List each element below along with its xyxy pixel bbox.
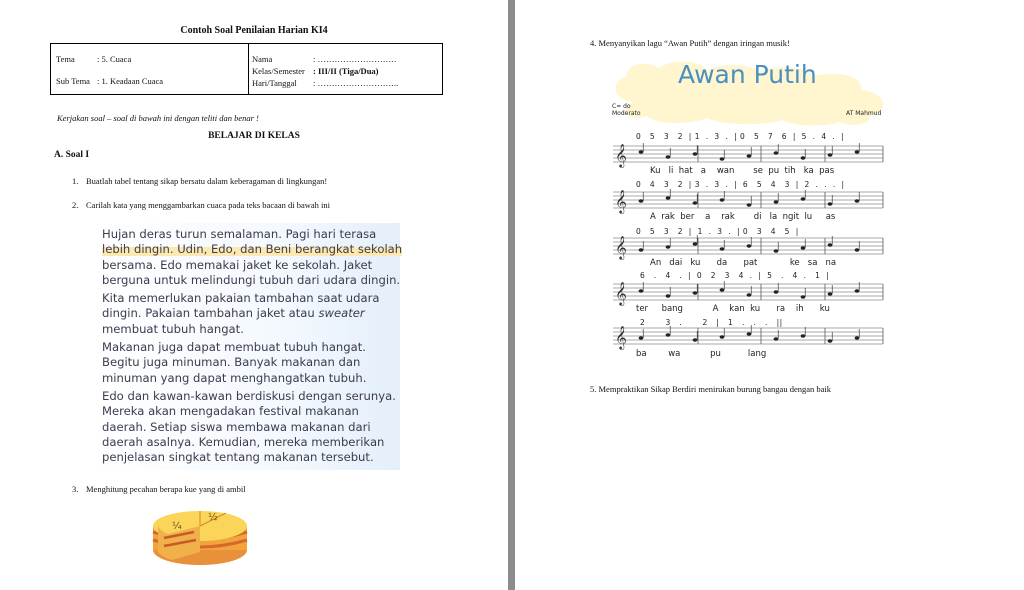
question-5: 5. Mempraktikan Sikap Berdiri menirukan burung bangau dengan baik <box>590 384 832 394</box>
note-head <box>828 202 833 205</box>
notation-numbers: 0 4 3 2 | 3 . 3 . | 6 5 4 3 | 2 . . . | <box>636 180 845 189</box>
treble-clef-icon: 𝄞 <box>615 325 627 349</box>
reading-line: daerah asalnya. Kemudian, mereka memberikan <box>102 434 385 449</box>
note-head <box>693 152 698 155</box>
note-head <box>639 336 644 339</box>
song-key: C= do <box>612 103 631 110</box>
hari-value: : ……………………….. <box>313 78 399 88</box>
note-head <box>747 154 752 157</box>
reading-line: minuman yang dapat menghangatkan tubuh. <box>102 370 367 385</box>
note-head <box>747 244 752 247</box>
note-head <box>801 334 806 337</box>
document-title: Contoh Soal Penilaian Harian KI4 <box>180 25 328 36</box>
note-head <box>747 332 752 335</box>
note-head <box>666 294 671 297</box>
section-label: A. Soal I <box>54 150 90 160</box>
treble-clef-icon: 𝄞 <box>615 189 627 213</box>
note-head <box>855 248 860 251</box>
reading-line: penjelasan singkat tentang makanan tersebut. <box>102 450 374 465</box>
cake-label-quarter: ¼ <box>172 521 182 532</box>
question-number: 3. <box>72 484 79 494</box>
note-head <box>855 336 860 339</box>
question-1 <box>72 176 327 186</box>
question-text: Menghitung pecahan berapa kue yang di ambil <box>86 484 246 494</box>
note-head <box>828 339 833 342</box>
reading-line: Mereka akan mengadakan festival makanan <box>102 404 359 419</box>
note-head <box>720 247 725 250</box>
note-head <box>720 335 725 338</box>
note-head <box>666 196 671 199</box>
cake-illustration <box>150 496 250 568</box>
page-separator <box>508 0 515 590</box>
reading-line: Begitu juga minuman. Banyak makanan dan <box>102 355 361 370</box>
reading-paragraph-4 <box>102 389 396 465</box>
note-head <box>828 292 833 295</box>
song-lyrics: Ku li hat a wan se pu tih ka pas <box>650 166 835 176</box>
note-head <box>828 243 833 246</box>
question-2 <box>72 200 330 210</box>
note-head <box>639 289 644 292</box>
left-document-page <box>0 0 508 590</box>
note-head <box>693 242 698 245</box>
note-head <box>639 199 644 202</box>
note-head <box>855 150 860 153</box>
cake-label-half: ½ <box>208 512 218 523</box>
question-text: Carilah kata yang menggambarkan cuaca pada teks bacaan di bawah ini <box>86 200 331 210</box>
note-head <box>747 203 752 206</box>
note-head <box>693 201 698 204</box>
kelas-value: : III/II (Tiga/Dua) <box>313 66 379 76</box>
notation-numbers: 0 5 3 2 | 1 . 3 . | 0 3 4 5 | <box>636 227 799 236</box>
song-composer: AT Mahmud <box>846 110 882 117</box>
table-divider <box>248 44 249 94</box>
song-lyrics: ba wa pu lang <box>636 349 767 359</box>
reading-paragraph-3 <box>102 340 366 386</box>
note-head <box>666 155 671 158</box>
note-head <box>774 249 779 252</box>
note-head <box>801 156 806 159</box>
reading-line: bersama. Edo memakai jaket ke sekolah. Jaket <box>102 257 373 272</box>
subtema-value: : 1. Keadaan Cuaca <box>97 76 164 86</box>
info-table <box>50 43 443 95</box>
reading-line: berguna untuk melindungi tubuh dari udara dingin. <box>102 272 401 287</box>
note-head <box>666 245 671 248</box>
reading-paragraph-1 <box>102 227 402 288</box>
section-heading: BELAJAR DI KELAS <box>208 131 300 141</box>
question-3 <box>72 484 246 494</box>
hari-label: Hari/Tanggal <box>252 78 297 88</box>
subtema-label: Sub Tema <box>56 76 90 86</box>
reading-line: membuat tubuh hangat. <box>102 321 244 336</box>
note-head <box>828 153 833 156</box>
nama-value: : ………………………. <box>313 54 397 64</box>
treble-clef-icon: 𝄞 <box>615 281 627 305</box>
note-head <box>720 198 725 201</box>
note-head <box>720 288 725 291</box>
note-head <box>774 337 779 340</box>
nama-label: Nama <box>252 54 273 64</box>
notation-numbers: 6 . 4 . | 0 2 3 4 . | 5 . 4 . 1 | <box>640 271 830 280</box>
song-lyrics: An dai ku da pat ke sa na <box>650 258 837 268</box>
tema-label: Tema <box>56 54 75 64</box>
reading-italic-word: sweater <box>318 306 365 321</box>
note-head <box>774 290 779 293</box>
note-head <box>855 199 860 202</box>
kelas-label: Kelas/Semester <box>252 66 305 76</box>
note-head <box>747 293 752 296</box>
question-number: 2. <box>72 200 79 210</box>
reading-line: Edo dan kawan-kawan berdiskusi dengan serunya. <box>102 389 396 403</box>
question-text: Buatlah tabel tentang sikap bersatu dalam keberagaman di lingkungan! <box>86 176 328 186</box>
note-head <box>801 197 806 200</box>
song-title: Awan Putih <box>678 60 817 89</box>
note-head <box>774 200 779 203</box>
reading-line: Hujan deras turun semalaman. Pagi hari terasa <box>102 227 377 241</box>
instruction-text: Kerjakan soal – soal di bawah ini dengan teliti dan benar ! <box>57 113 259 123</box>
reading-passage <box>86 223 403 470</box>
song-tempo: Moderato <box>612 110 641 117</box>
reading-line: Kita memerlukan pakaian tambahan saat udara <box>102 291 380 305</box>
note-head <box>693 338 698 341</box>
note-head <box>801 246 806 249</box>
treble-clef-icon: 𝄞 <box>615 235 627 259</box>
reading-paragraph-2 <box>102 291 380 337</box>
tema-value: : 5. Cuaca <box>97 54 132 64</box>
reading-line: dingin. Pakaian tambahan jaket atau <box>102 306 315 321</box>
note-head <box>720 157 725 160</box>
song-lyrics: A rak ber a rak di la ngit lu as <box>650 212 836 222</box>
note-head <box>693 291 698 294</box>
treble-clef-icon: 𝄞 <box>615 143 627 167</box>
note-head <box>639 150 644 153</box>
reading-line: daerah. Setiap siswa membawa makanan dari <box>102 419 371 434</box>
reading-line: Makanan juga dapat membuat tubuh hangat. <box>102 340 366 354</box>
question-number: 1. <box>72 176 79 186</box>
reading-line: lebih dingin. Udin, Edo, dan Beni berangkat sekolah <box>102 242 403 257</box>
note-head <box>666 333 671 336</box>
song-lyrics: ter bang A kan ku ra ih ku <box>636 304 830 314</box>
note-head <box>855 289 860 292</box>
note-head <box>639 248 644 251</box>
notation-numbers: 2 3 . 2 | 1 . . . || <box>640 318 783 327</box>
question-4: 4. Menyanyikan lagu “Awan Putih” dengan iringan musik! <box>590 38 790 48</box>
note-head <box>801 295 806 298</box>
notation-numbers: 0 5 3 2 | 1 . 3 . | 0 5 7 6 | 5 . 4 . | <box>636 132 845 141</box>
note-head <box>774 151 779 154</box>
